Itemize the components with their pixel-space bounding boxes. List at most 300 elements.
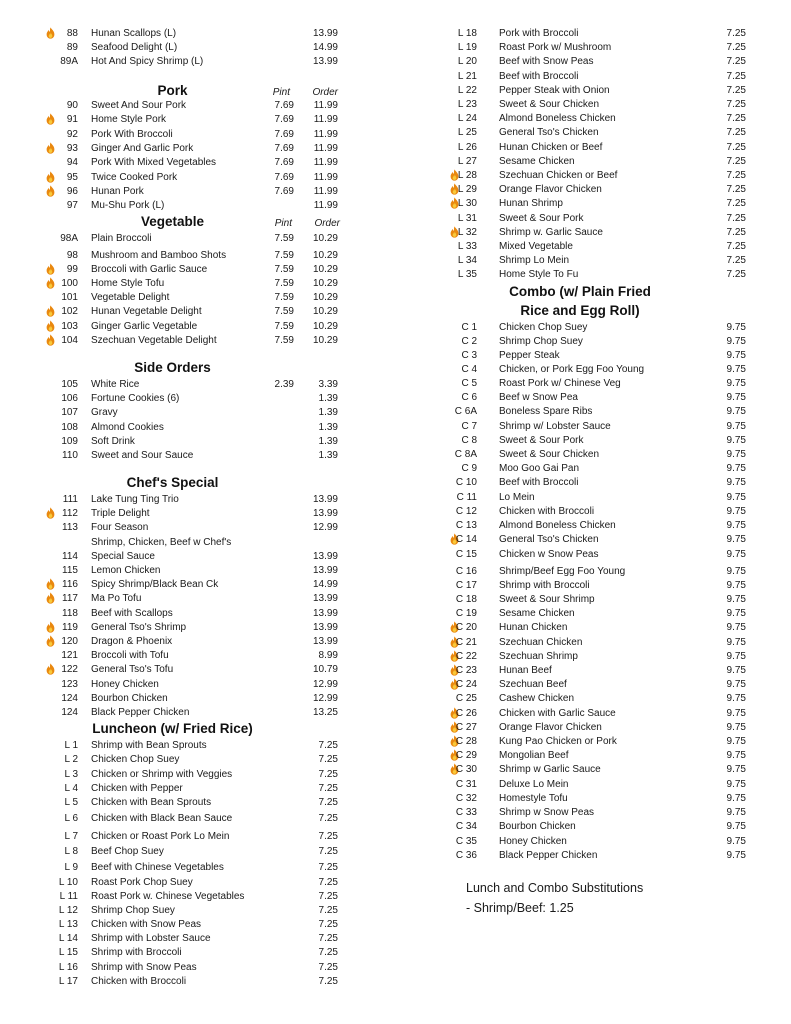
item-price: 13.99 — [312, 608, 338, 619]
item-number: 104 — [61, 335, 78, 346]
menu-item — [0, 706, 400, 720]
item-price: 11.99 — [313, 114, 338, 125]
item-number: L 15 — [58, 947, 78, 958]
item-name: Soft Drink — [91, 436, 135, 447]
item-name: Pork with Broccoli — [499, 28, 579, 39]
item-price: 9.75 — [726, 566, 746, 577]
item-name: Shrimp with Lobster Sauce — [91, 933, 211, 944]
menu-item — [400, 636, 791, 650]
order-column-header: Order — [312, 87, 338, 98]
item-name: Beef with Snow Peas — [499, 56, 594, 67]
item-price: 10.79 — [312, 664, 338, 675]
item-name: Shrimp, Chicken, Beef w Chef's — [91, 537, 232, 548]
item-number: 100 — [61, 278, 78, 289]
item-name: Broccoli with Tofu — [91, 650, 169, 661]
item-number: L 32 — [457, 227, 477, 238]
item-price: 7.25 — [726, 213, 746, 224]
item-price: 13.99 — [312, 508, 338, 519]
item-number: C 17 — [455, 580, 477, 591]
item-number: 111 — [62, 494, 78, 505]
item-number: L 26 — [457, 142, 477, 153]
item-name: Honey Chicken — [91, 679, 159, 690]
item-number: L 22 — [457, 85, 477, 96]
item-price: 7.25 — [726, 198, 746, 209]
item-pint-price: 7.59 — [274, 264, 294, 275]
item-number: C 6A — [454, 406, 477, 417]
item-number: C 32 — [455, 793, 477, 804]
item-number: 124 — [61, 693, 78, 704]
item-pint-price: 7.59 — [274, 321, 294, 332]
item-name: Chicken with Broccoli — [91, 976, 187, 987]
item-number: 98 — [66, 250, 78, 261]
menu-item — [0, 249, 400, 263]
item-number: 88 — [66, 28, 78, 39]
item-number: C 30 — [455, 764, 477, 775]
item-name: Beef w Snow Pea — [499, 392, 578, 403]
item-price: 13.99 — [312, 28, 338, 39]
item-number: C 27 — [455, 722, 477, 733]
item-number: C 20 — [455, 622, 477, 633]
flame-icon — [46, 277, 55, 289]
menu-item — [0, 812, 400, 826]
item-name: Boneless Spare Ribs — [499, 406, 593, 417]
item-name: Beef with Broccoli — [499, 71, 579, 82]
item-name: Shrimp with Snow Peas — [91, 962, 197, 973]
menu-item — [400, 405, 791, 419]
item-number: L 4 — [64, 783, 78, 794]
item-number: C 34 — [455, 821, 477, 832]
item-name: Ginger Garlic Vegetable — [91, 321, 198, 332]
flame-icon — [46, 171, 55, 183]
item-name: Broccoli with Garlic Sauce — [91, 264, 208, 275]
item-name: Mushroom and Bamboo Shots — [91, 250, 227, 261]
item-number: C 5 — [461, 378, 477, 389]
item-pint-price: 7.69 — [274, 129, 294, 140]
flame-icon — [46, 578, 55, 590]
item-name: Chicken Chop Suey — [91, 754, 180, 765]
menu-item — [0, 406, 400, 420]
item-number: C 36 — [455, 850, 477, 861]
menu-item — [0, 592, 400, 606]
menu-item — [0, 156, 400, 170]
item-price: 7.25 — [726, 28, 746, 39]
item-number: 117 — [62, 593, 78, 604]
item-number: C 1 — [461, 322, 477, 333]
item-name: Hunan Pork — [91, 186, 144, 197]
item-name: Roast Pork w/ Chinese Veg — [499, 378, 621, 389]
item-name: Chicken with Snow Peas — [91, 919, 202, 930]
menu-item — [400, 112, 791, 126]
item-name: General Tso's Tofu — [91, 664, 174, 675]
item-name: Orange Flavor Chicken — [499, 184, 602, 195]
item-number: L 33 — [457, 241, 477, 252]
item-price: 12.99 — [312, 693, 338, 704]
menu-item — [0, 782, 400, 796]
item-name: Sweet and Sour Sauce — [91, 450, 194, 461]
item-pint-price: 7.59 — [274, 250, 294, 261]
item-price: 14.99 — [312, 42, 338, 53]
item-name: Cashew Chicken — [499, 693, 575, 704]
item-price: 9.75 — [726, 421, 746, 432]
item-name: Szechuan Vegetable Delight — [91, 335, 217, 346]
item-number: C 22 — [455, 651, 477, 662]
item-number: C 8A — [454, 449, 477, 460]
item-price: 9.75 — [726, 693, 746, 704]
item-name: Szechuan Beef — [499, 679, 567, 690]
menu-item — [400, 197, 791, 211]
item-price: 9.75 — [726, 850, 746, 861]
item-price: 7.25 — [318, 740, 338, 751]
item-number: C 21 — [455, 637, 477, 648]
item-price: 9.75 — [726, 836, 746, 847]
item-number: 115 — [62, 565, 78, 576]
item-name: Chicken with Bean Sprouts — [91, 797, 212, 808]
item-price: 10.29 — [312, 233, 338, 244]
item-name: Hot And Spicy Shrimp (L) — [91, 56, 204, 67]
flame-icon — [46, 263, 55, 275]
item-price: 10.29 — [312, 306, 338, 317]
item-number: 110 — [62, 450, 78, 461]
item-name: Shrimp with Broccoli — [499, 580, 590, 591]
item-price: 3.39 — [318, 379, 338, 390]
item-number: C 18 — [455, 594, 477, 605]
item-price: 7.25 — [318, 813, 338, 824]
item-number: 122 — [61, 664, 78, 675]
substitution-note-price: - Shrimp/Beef: 1.25 — [466, 901, 574, 915]
menu-item — [400, 448, 791, 462]
item-price: 7.25 — [726, 127, 746, 138]
menu-item — [0, 171, 400, 185]
item-pint-price: 2.39 — [274, 379, 294, 390]
section-title-pork: Pork — [157, 83, 188, 98]
item-name: Hunan Chicken — [499, 622, 568, 633]
item-price: 13.99 — [312, 551, 338, 562]
item-pint-price: 7.69 — [274, 157, 294, 168]
item-name: Hunan Scallops (L) — [91, 28, 177, 39]
item-price: 1.39 — [318, 407, 338, 418]
menu-item — [400, 254, 791, 268]
menu-item — [0, 796, 400, 810]
item-name: Shrimp w Snow Peas — [499, 807, 595, 818]
item-number: 118 — [62, 608, 78, 619]
flame-icon — [46, 142, 55, 154]
item-number: L 8 — [64, 846, 78, 857]
item-price: 7.25 — [726, 227, 746, 238]
item-name: Almond Boneless Chicken — [499, 113, 616, 124]
item-price: 7.25 — [318, 831, 338, 842]
item-price: 7.25 — [726, 142, 746, 153]
menu-item — [400, 505, 791, 519]
item-number: C 14 — [455, 534, 477, 545]
item-name: Lemon Chicken — [91, 565, 161, 576]
item-price: 9.75 — [726, 764, 746, 775]
item-name: Hunan Chicken or Beef — [499, 142, 603, 153]
item-number: C 29 — [455, 750, 477, 761]
menu-item — [400, 55, 791, 69]
item-number: C 28 — [455, 736, 477, 747]
item-name: Chicken with Pepper — [91, 783, 183, 794]
pint-column-header: Pint — [272, 87, 290, 98]
item-price: 10.29 — [312, 278, 338, 289]
item-name: Chicken with Broccoli — [499, 506, 595, 517]
item-price: 1.39 — [318, 393, 338, 404]
item-number: 114 — [62, 551, 78, 562]
item-pint-price: 7.59 — [274, 233, 294, 244]
menu-item — [0, 142, 400, 156]
item-number: 105 — [61, 379, 78, 390]
menu-item — [0, 320, 400, 334]
menu-item — [0, 861, 400, 875]
section-title-luncheon: Luncheon (w/ Fried Rice) — [92, 721, 253, 736]
menu-item — [400, 721, 791, 735]
item-price: 7.25 — [318, 905, 338, 916]
item-name: Pork With Mixed Vegetables — [91, 157, 217, 168]
item-price: 9.75 — [726, 793, 746, 804]
item-name: Shrimp with Broccoli — [91, 947, 182, 958]
item-name: General Tso's Chicken — [499, 534, 599, 545]
menu-item — [400, 70, 791, 84]
item-name: Chicken w Snow Peas — [499, 549, 599, 560]
item-name: Mongolian Beef — [499, 750, 569, 761]
menu-item — [0, 449, 400, 463]
item-name: Dragon & Phoenix — [91, 636, 173, 647]
item-name: Triple Delight — [91, 508, 150, 519]
item-price: 10.29 — [312, 250, 338, 261]
item-name: Shrimp/Beef Egg Foo Young — [499, 566, 626, 577]
item-name: Ginger And Garlic Pork — [91, 143, 194, 154]
item-name: Hunan Beef — [499, 665, 552, 676]
item-price: 7.25 — [726, 170, 746, 181]
item-name: Roast Pork w. Chinese Vegetables — [91, 891, 245, 902]
item-number: 92 — [66, 129, 78, 140]
flame-icon — [46, 113, 55, 125]
item-name: General Tso's Chicken — [499, 127, 599, 138]
item-number: 91 — [66, 114, 78, 125]
order-column-header: Order — [314, 218, 340, 229]
item-price: 9.75 — [726, 322, 746, 333]
flame-icon — [46, 635, 55, 647]
item-price: 9.75 — [726, 637, 746, 648]
item-price: 9.75 — [726, 506, 746, 517]
item-price: 9.75 — [726, 679, 746, 690]
item-price: 9.75 — [726, 534, 746, 545]
menu-item — [400, 377, 791, 391]
flame-icon — [46, 27, 55, 39]
item-price: 9.75 — [726, 736, 746, 747]
menu-item — [400, 763, 791, 777]
item-price: 13.99 — [312, 494, 338, 505]
item-number: 107 — [61, 407, 78, 418]
item-number: 101 — [61, 292, 78, 303]
item-number: 123 — [61, 679, 78, 690]
menu-item — [0, 739, 400, 753]
item-pint-price: 7.69 — [274, 100, 294, 111]
item-price: 13.99 — [312, 593, 338, 604]
item-price: 13.99 — [312, 636, 338, 647]
item-name: Almond Boneless Chicken — [499, 520, 616, 531]
menu-item — [0, 113, 400, 127]
menu-item — [0, 932, 400, 946]
item-number: C 13 — [455, 520, 477, 531]
item-number: L 12 — [58, 905, 78, 916]
menu-item — [400, 607, 791, 621]
menu-item — [0, 378, 400, 392]
item-name: Bourbon Chicken — [91, 693, 168, 704]
item-number: C 4 — [461, 364, 477, 375]
item-number: 109 — [61, 436, 78, 447]
menu-item — [0, 277, 400, 291]
item-price: 9.75 — [726, 449, 746, 460]
item-name: Mixed Vegetable — [499, 241, 573, 252]
item-price: 13.99 — [312, 56, 338, 67]
item-name: Beef with Broccoli — [499, 477, 579, 488]
item-number: C 26 — [455, 708, 477, 719]
item-name: Home Style Pork — [91, 114, 167, 125]
item-pint-price: 7.59 — [274, 292, 294, 303]
menu-item — [400, 391, 791, 405]
item-price: 9.75 — [726, 350, 746, 361]
item-number: L 21 — [457, 71, 477, 82]
item-number: C 9 — [461, 463, 477, 474]
menu-item — [0, 564, 400, 578]
item-name: Four Season — [91, 522, 149, 533]
item-price: 11.99 — [313, 200, 338, 211]
menu-item — [0, 27, 400, 41]
item-price: 9.75 — [726, 463, 746, 474]
item-name: Moo Goo Gai Pan — [499, 463, 580, 474]
item-name: Pepper Steak with Onion — [499, 85, 610, 96]
item-name: Shrimp with Bean Sprouts — [91, 740, 207, 751]
item-name: Mu-Shu Pork (L) — [91, 200, 165, 211]
item-price: 9.75 — [726, 708, 746, 719]
item-number: L 29 — [457, 184, 477, 195]
menu-item — [400, 155, 791, 169]
item-number: L 6 — [64, 813, 78, 824]
item-number: C 8 — [461, 435, 477, 446]
item-number: 108 — [61, 422, 78, 433]
item-number: 102 — [61, 306, 78, 317]
item-price: 10.29 — [312, 321, 338, 332]
item-price: 7.25 — [318, 962, 338, 973]
item-price: 9.75 — [726, 477, 746, 488]
item-number: 89 — [66, 42, 78, 53]
item-number: L 19 — [457, 42, 477, 53]
item-name: Home Style Tofu — [91, 278, 165, 289]
menu-item — [400, 212, 791, 226]
item-number: C 16 — [455, 566, 477, 577]
menu-item — [0, 435, 400, 449]
item-number: C 23 — [455, 665, 477, 676]
menu-item — [400, 434, 791, 448]
item-price: 9.75 — [726, 392, 746, 403]
item-number: C 15 — [455, 549, 477, 560]
menu-item — [0, 199, 400, 213]
item-pint-price: 7.69 — [274, 172, 294, 183]
item-name: Chicken with Black Bean Sauce — [91, 813, 233, 824]
item-price: 7.25 — [726, 156, 746, 167]
item-price: 9.75 — [726, 378, 746, 389]
item-price: 9.75 — [726, 779, 746, 790]
menu-item — [400, 491, 791, 505]
item-number: L 2 — [64, 754, 78, 765]
item-number: 90 — [66, 100, 78, 111]
item-number: L 28 — [457, 170, 477, 181]
menu-item — [0, 493, 400, 507]
menu-item — [400, 226, 791, 240]
item-number: C 10 — [455, 477, 477, 488]
item-number: L 5 — [64, 797, 78, 808]
flame-icon — [46, 305, 55, 317]
item-name: Home Style To Fu — [499, 269, 579, 280]
item-name: Hunan Vegetable Delight — [91, 306, 202, 317]
item-name: Chicken with Garlic Sauce — [499, 708, 616, 719]
item-name: Sweet & Sour Chicken — [499, 99, 600, 110]
menu-item — [0, 291, 400, 305]
item-price: 12.99 — [312, 679, 338, 690]
item-number: 89A — [60, 56, 78, 67]
item-number: C 24 — [455, 679, 477, 690]
menu-item — [400, 664, 791, 678]
menu-item — [400, 27, 791, 41]
item-price: 9.75 — [726, 665, 746, 676]
menu-item — [0, 890, 400, 904]
item-number: C 6 — [461, 392, 477, 403]
menu-item — [400, 533, 791, 547]
item-number: 103 — [61, 321, 78, 332]
item-name: Beef Chop Suey — [91, 846, 164, 857]
item-number: C 12 — [455, 506, 477, 517]
menu-item — [400, 792, 791, 806]
item-name: Black Pepper Chicken — [91, 707, 190, 718]
item-price: 9.75 — [726, 520, 746, 531]
item-name: Pork With Broccoli — [91, 129, 173, 140]
item-number: L 14 — [58, 933, 78, 944]
item-price: 8.99 — [318, 650, 338, 661]
menu-item — [400, 749, 791, 763]
section-title-vegetable: Vegetable — [140, 214, 205, 229]
item-name: Orange Flavor Chicken — [499, 722, 602, 733]
item-price: 7.25 — [318, 933, 338, 944]
item-price: 7.25 — [726, 113, 746, 124]
item-number: L 27 — [457, 156, 477, 167]
item-number: 99 — [66, 264, 78, 275]
item-number: 119 — [62, 622, 78, 633]
item-name: Kung Pao Chicken or Pork — [499, 736, 617, 747]
menu-item — [0, 768, 400, 782]
item-name: Beef with Chinese Vegetables — [91, 862, 224, 873]
menu-item — [0, 918, 400, 932]
item-name: Ma Po Tofu — [91, 593, 142, 604]
menu-item — [0, 975, 400, 989]
item-number: C 11 — [456, 492, 477, 503]
item-price: 11.99 — [313, 100, 338, 111]
item-price: 7.25 — [318, 754, 338, 765]
item-number: L 23 — [457, 99, 477, 110]
section-title-combo: Combo (w/ Plain Fried — [509, 284, 651, 299]
item-price: 1.39 — [318, 450, 338, 461]
menu-item — [0, 521, 400, 535]
item-number: L 25 — [457, 127, 477, 138]
item-name: Plain Broccoli — [91, 233, 152, 244]
menu-item — [400, 565, 791, 579]
menu-item — [400, 849, 791, 863]
item-name: Pepper Steak — [499, 350, 560, 361]
item-price: 9.75 — [726, 622, 746, 633]
item-price: 11.99 — [313, 143, 338, 154]
item-number: C 7 — [461, 421, 477, 432]
item-name: Szechuan Shrimp — [499, 651, 578, 662]
menu-item — [400, 593, 791, 607]
